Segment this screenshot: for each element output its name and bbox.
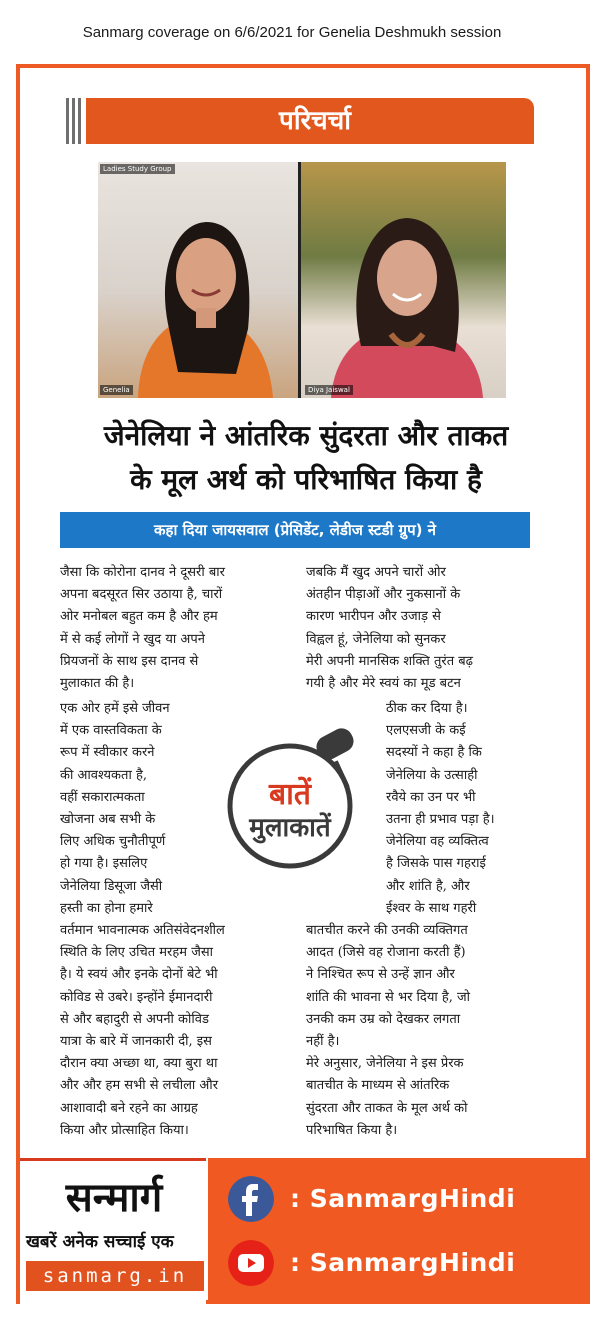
headline-line-1: जेनेलिया ने आंतरिक सुंदरता और ताकत <box>103 419 509 452</box>
website-link[interactable]: sanmarg.in <box>26 1261 204 1291</box>
paragraph-line: बातचीत के माध्यम से आंतरिक <box>306 1078 450 1094</box>
paragraph-line: रवैये का उन पर भी <box>386 789 476 805</box>
paragraph-line: यात्रा के बारे में जानकारी दी, इस <box>60 1034 212 1050</box>
emblem-line-1: बातें <box>269 777 311 812</box>
paragraph-line: सुंदरता और ताकत के मूल अर्थ को <box>306 1100 468 1116</box>
facebook-row[interactable] <box>228 1176 588 1226</box>
paragraph-line: वहीं सकारात्मकता <box>60 789 145 805</box>
paragraph-line: और और हम सभी से लचीला और <box>60 1078 219 1094</box>
youtube-icon[interactable] <box>228 1240 274 1286</box>
paragraph-line: कोविड से उबरे। इन्होंने ईमानदारी <box>60 989 213 1005</box>
byline-text: कहा दिया जायसवाल (प्रेसिडेंट, लेडीज स्टडी ग्रुप) ने <box>154 521 436 539</box>
paragraph-line: सदस्यों ने कहा है कि <box>386 745 482 761</box>
paragraph-line: जेनेलिया डिसूजा जैसी <box>60 878 163 894</box>
youtube-handle[interactable]: : SanmargHindi <box>290 1248 516 1277</box>
page-caption: Sanmarg coverage on 6/6/2021 for Genelia Deshmukh session <box>82 24 502 41</box>
column-right-narrow <box>386 698 495 920</box>
paragraph-line: वर्तमान भावनात्मक अतिसंवेदनशील <box>60 923 225 938</box>
paragraph-line: प्रियजनों के साथ इस दानव से <box>60 653 199 669</box>
paragraph-line: जेनेलिया के उत्साही <box>386 767 478 783</box>
paragraph-line: जैसा कि कोरोना दानव ने दूसरी बार <box>60 565 225 580</box>
paragraph-line: मेरी अपनी मानसिक शक्ति तुरंत बढ़ <box>306 653 473 669</box>
paragraph-line: विह्वल हूं, जेनेलिया को सुनकर <box>306 631 446 647</box>
paragraph-line: रूप में स्वीकार करने <box>60 745 155 761</box>
paragraph-line: ठीक कर दिया है। <box>386 701 468 716</box>
paragraph-line: में से कई लोगों ने खुद या अपने <box>60 631 205 647</box>
paragraph-line: उतना ही प्रभाव पड़ा है। <box>386 812 495 828</box>
newspaper-clipping <box>16 64 590 1304</box>
paragraph-line: हस्ती का होना हमारे <box>60 900 153 916</box>
paragraph-line: किया और प्रोत्साहित किया। <box>60 1122 189 1138</box>
paragraph-line: की आवश्यकता है, <box>60 767 147 783</box>
byline-banner <box>60 512 530 548</box>
paragraph-line: परिभाषित किया है। <box>306 1122 398 1138</box>
sanmarg-logo <box>24 1167 204 1223</box>
paragraph-line: और शांति है, और <box>386 878 470 894</box>
column-right-bottom <box>306 920 470 1142</box>
paragraph-line: खोजना अब सभी के <box>60 812 156 828</box>
section-stripes <box>66 98 82 144</box>
photo-tag-diya: Diya Jaiswal <box>305 385 353 395</box>
photo-tag-group: Ladies Study Group <box>100 164 175 174</box>
paragraph-line: हो गया है। इसलिए <box>60 856 148 872</box>
paragraph-line: लिए अधिक चुनौतीपूर्ण <box>60 834 166 850</box>
paragraph-line: मुलाकात की है। <box>60 676 135 692</box>
paragraph-line: एक ओर हमें इसे जीवन <box>60 701 170 716</box>
paragraph-line: जबकि मैं खुद अपने चारों ओर <box>306 565 446 580</box>
paragraph-line: शांति की भावना से भर दिया है, जो <box>306 989 471 1005</box>
video-call-photo <box>98 162 506 398</box>
paragraph-line: है। ये स्वयं और इनके दोनों बेटे भी <box>60 967 218 983</box>
paragraph-line: गयी है और मेरे स्वयं का मूड बटन <box>306 676 461 692</box>
paragraph-line: बातचीत करने की उनकी व्यक्तिगत <box>306 923 468 938</box>
paragraph-line: अंतहीन पीड़ाओं और नुकसानों के <box>306 587 461 603</box>
paragraph-line: उनकी कम उम्र को देखकर लगता <box>306 1011 461 1027</box>
footer-social <box>208 1158 590 1304</box>
paragraph-line: जेनेलिया वह व्यक्तित्व <box>386 834 489 850</box>
paragraph-line: स्थिति के लिए उचित मरहम जैसा <box>60 945 213 961</box>
paragraph-line: मेरे अनुसार, जेनेलिया ने इस प्रेरक <box>306 1056 464 1072</box>
column-left-bottom <box>60 920 225 1142</box>
emblem-line-2: मुलाकातें <box>249 813 331 843</box>
paragraph-line: ने निश्चित रूप से उन्हें ज्ञान और <box>306 967 455 983</box>
footer-brand <box>20 1158 206 1304</box>
column-left-top <box>60 562 225 695</box>
paragraph-line: ओर मनोबल बहुत कम है और हम <box>60 609 218 625</box>
photo-tag-genelia: Genelia <box>100 385 133 395</box>
column-right-top <box>306 562 473 695</box>
youtube-row[interactable] <box>228 1240 588 1290</box>
column-left-narrow <box>60 698 170 920</box>
facebook-handle[interactable]: : SanmargHindi <box>290 1184 516 1213</box>
person-diya-figure <box>321 206 491 398</box>
paragraph-line: कारण भारीपन और उजाड़ से <box>306 609 441 625</box>
headline-line-2: के मूल अर्थ को परिभाषित किया है <box>130 463 482 496</box>
section-header <box>66 98 534 144</box>
paragraph-line: में एक वास्तविकता के <box>60 723 162 739</box>
brand-tagline: खबरें अनेक सच्चाई एक <box>26 1232 174 1252</box>
paragraph-line: नहीं है। <box>306 1034 340 1050</box>
paragraph-line: अपना बदसूरत सिर उठाया है, चारों <box>60 587 223 603</box>
paragraph-line: एलएसजी के कई <box>386 723 466 739</box>
paragraph-line: आशावादी बने रहने का आग्रह <box>60 1100 198 1116</box>
facebook-icon[interactable] <box>228 1176 274 1222</box>
baatein-mulaakaatein-emblem <box>216 722 376 878</box>
photo-panel-diya <box>301 162 506 398</box>
logo-text: सन्मार्ग <box>65 1175 163 1221</box>
paragraph-line: से और बहादुरी से अपनी कोविड <box>60 1011 209 1027</box>
person-genelia-figure <box>118 204 288 398</box>
paragraph-line: आदत (जिसे वह रोजाना करती हैं) <box>306 945 466 961</box>
paragraph-line: दौरान क्या अच्छा था, क्या बुरा था <box>60 1056 218 1072</box>
photo-panel-genelia <box>98 162 298 398</box>
paragraph-line: ईश्वर के साथ गहरी <box>386 900 477 916</box>
paragraph-line: है जिसके पास गहराई <box>386 856 486 872</box>
section-label: परिचर्चा <box>252 102 378 140</box>
